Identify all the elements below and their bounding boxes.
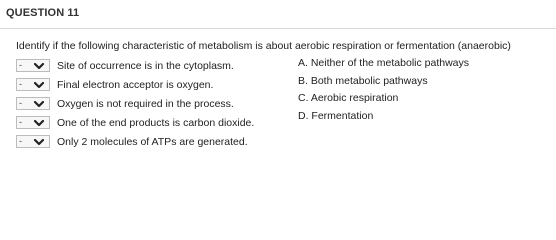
answer-option: D. Fermentation xyxy=(298,109,374,122)
answer-option: C. Aerobic respiration xyxy=(298,92,399,104)
question-title: QUESTION 11 xyxy=(6,7,80,19)
item-text: Final electron acceptor is oxygen. xyxy=(57,78,214,91)
answer-select[interactable] xyxy=(16,97,50,110)
matching-items xyxy=(16,56,296,151)
matching-row xyxy=(16,113,296,132)
chevron-down-icon xyxy=(33,80,45,90)
item-text: Oxygen is not required in the process. xyxy=(57,97,234,110)
matching-row xyxy=(16,94,296,113)
chevron-down-icon xyxy=(33,61,45,71)
select-value: - xyxy=(19,60,22,70)
answer-select[interactable] xyxy=(16,59,50,72)
item-text: One of the end products is carbon dioxide. xyxy=(57,116,255,129)
question-prompt: Identify if the following characteristic of metabolism is about aerobic respiration or fermentation (anaerobic) xyxy=(16,40,511,52)
answer-select[interactable] xyxy=(16,135,50,148)
answer-select[interactable] xyxy=(16,116,50,129)
chevron-down-icon xyxy=(33,118,45,128)
answer-options xyxy=(298,56,469,126)
chevron-down-icon xyxy=(33,137,45,147)
question-header xyxy=(0,0,556,29)
chevron-down-icon xyxy=(33,99,45,109)
matching-row xyxy=(16,75,296,94)
select-value: - xyxy=(19,117,22,127)
item-text: Site of occurrence is in the cytoplasm. xyxy=(57,59,234,72)
answer-option: A. Neither of the metabolic pathways xyxy=(298,57,470,69)
answer-option: B. Both metabolic pathways xyxy=(298,74,428,87)
matching-row xyxy=(16,132,296,151)
select-value: - xyxy=(19,79,22,89)
select-value: - xyxy=(19,98,22,108)
matching-row xyxy=(16,56,296,75)
item-text: Only 2 molecules of ATPs are generated. xyxy=(57,135,248,148)
select-value: - xyxy=(19,136,22,146)
answer-select[interactable] xyxy=(16,78,50,91)
